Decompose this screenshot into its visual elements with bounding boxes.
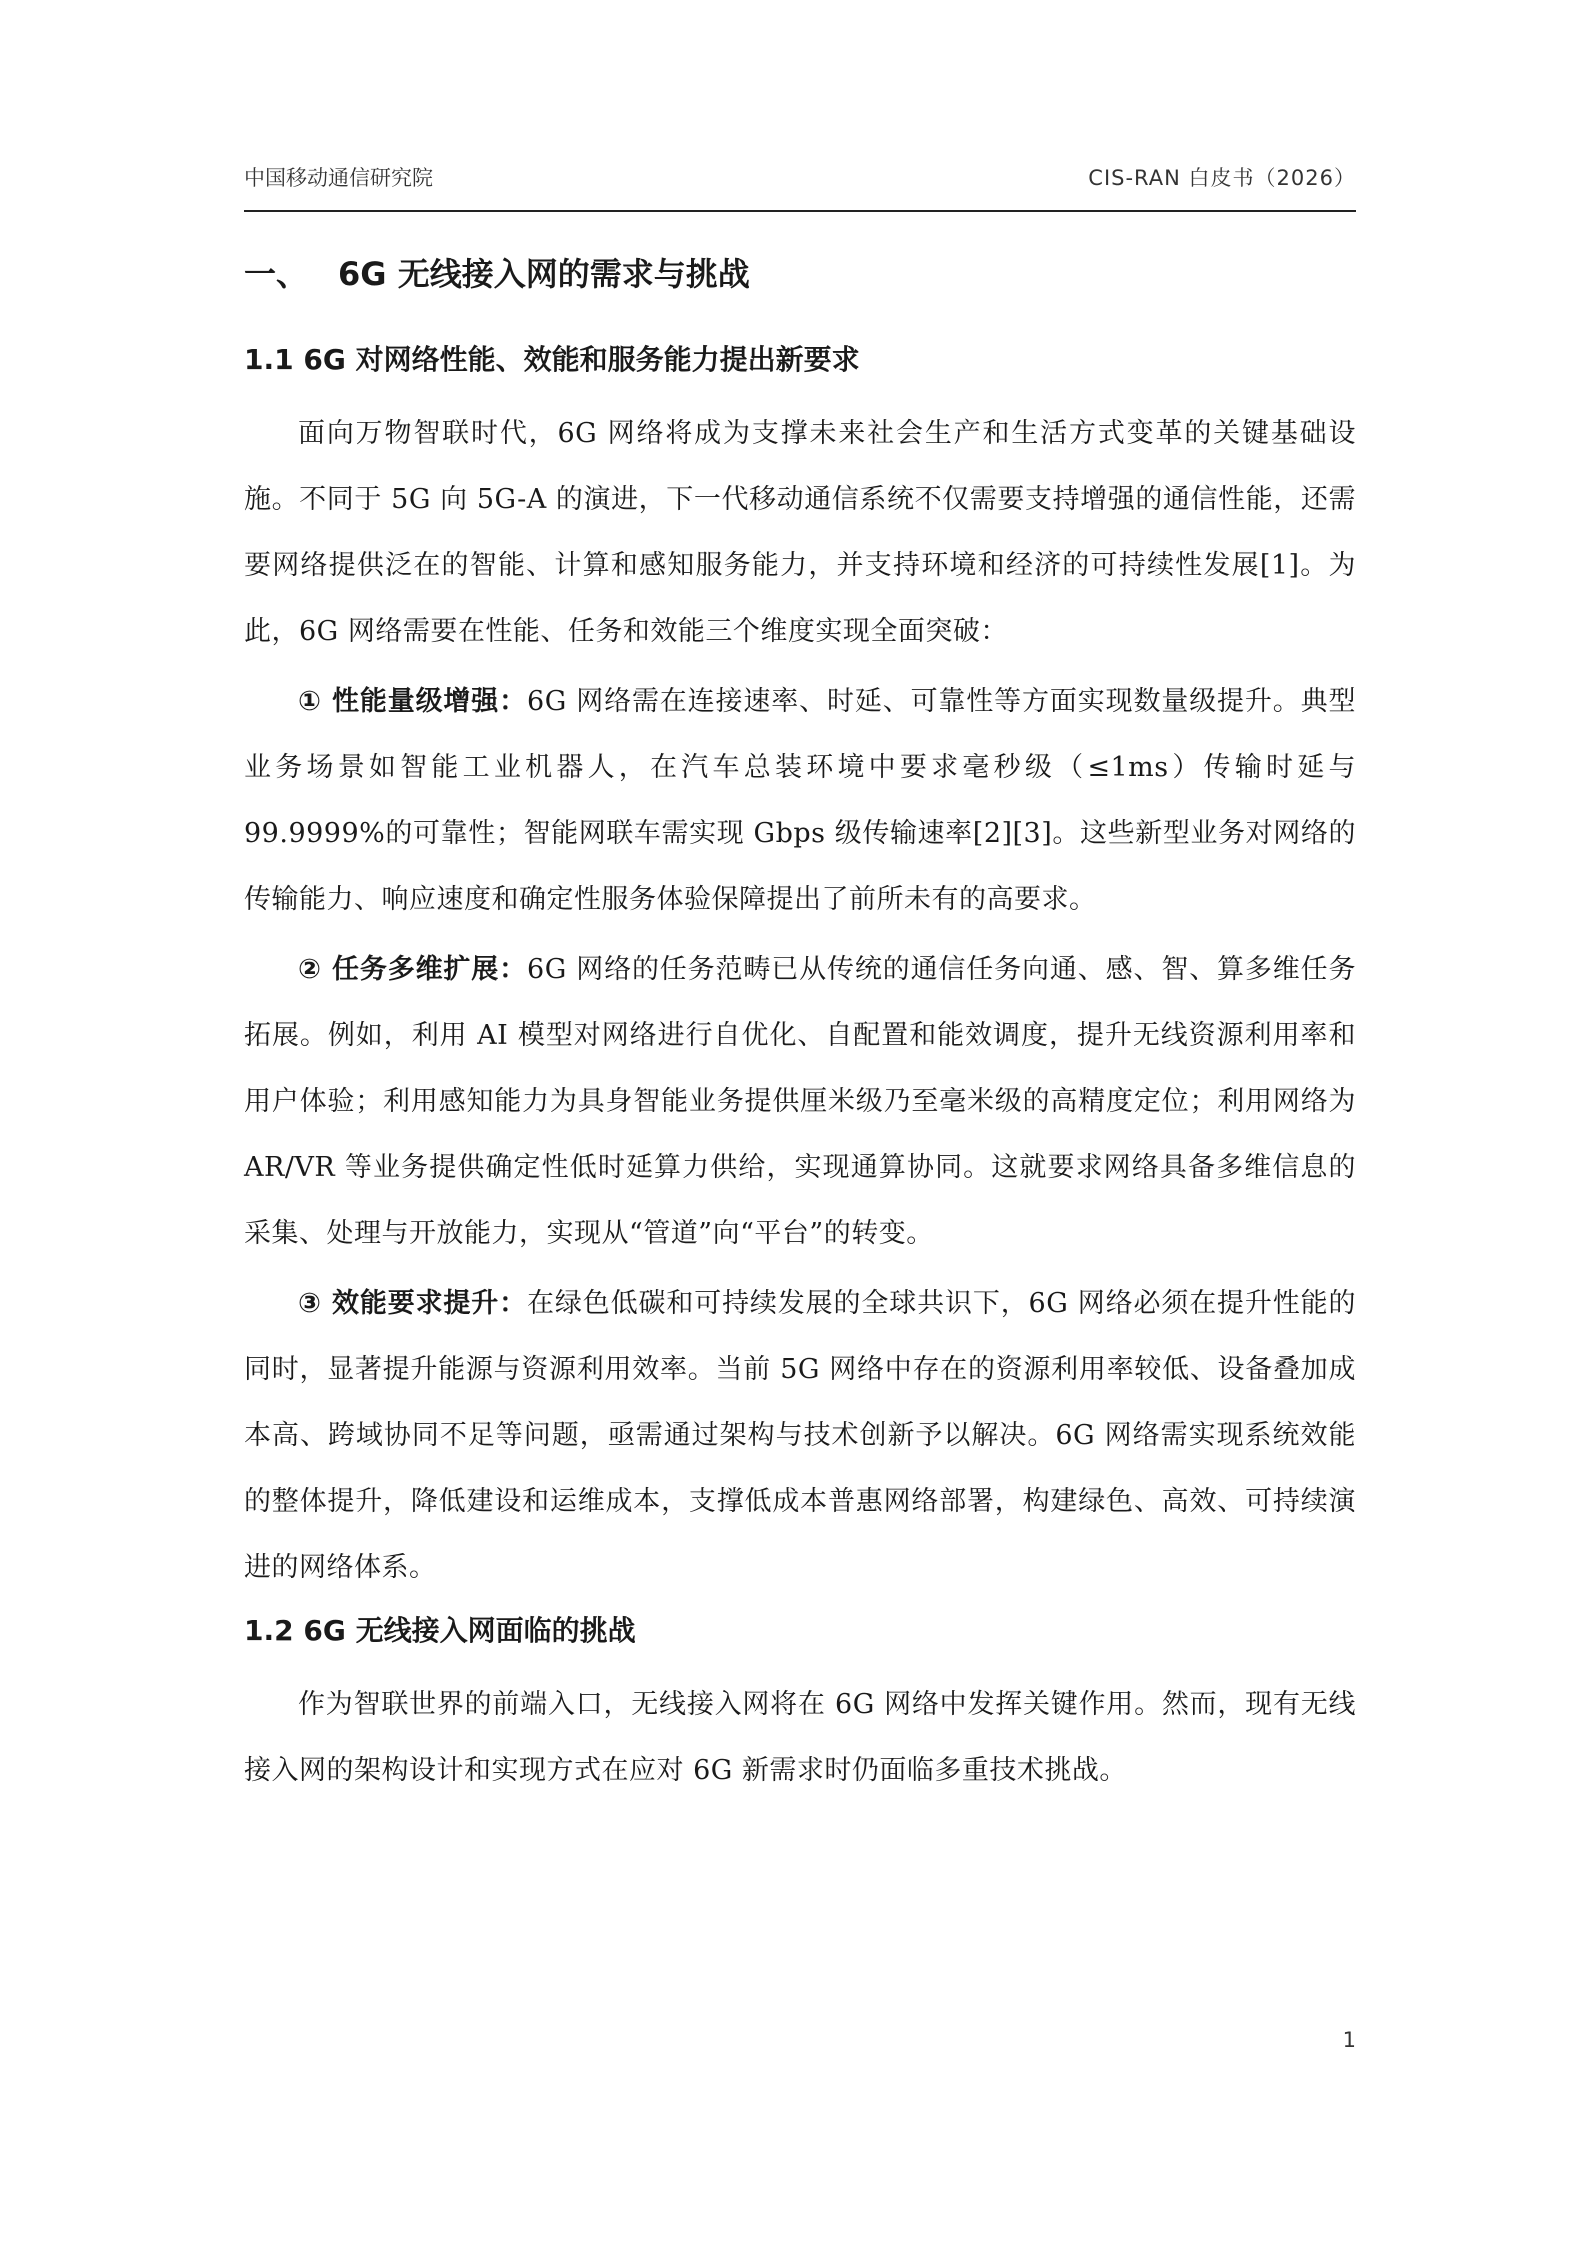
item-label-task: ② 任务多维扩展： [298,953,528,985]
paragraph-task [244,937,1356,1267]
header-doc-title: CIS-RAN 白皮书（2026） [1088,166,1356,190]
page-header [244,158,1356,212]
item-text-efficiency: 在绿色低碳和可持续发展的全球共识下，6G 网络必须在提升性能的同时，显著提升能源与资源利用效率。当前 5G 网络中存在的资源利用率较低、设备叠加成本高、跨域协同不足等问题，亟需通过架构与技术创新予以解决。6G 网络需实现系统效能的整体提升，降低建设和运维成本，支撑低成本普惠网络部署，构建绿色、高效、可持续演进的网络体系。 [244,1287,1357,1583]
section-heading [244,254,1356,296]
header-org: 中国移动通信研究院 [244,166,433,190]
paragraph-performance [244,669,1356,933]
section-title: 6G 无线接入网的需求与挑战 [338,255,750,293]
page-content [244,236,1356,1808]
paragraph-intro: 面向万物智联时代，6G 网络将成为支撑未来社会生产和生活方式变革的关键基础设施。不同于 5G 向 5G-A 的演进，下一代移动通信系统不仅需要支持增强的通信性能，还需要网络提供泛在的智能、计算和感知服务能力，并支持环境和经济的可持续性发展[1]。为此，6G 网络需要在性能、任务和效能三个维度实现全面突破： [244,417,1356,647]
item-label-performance: ① 性能量级增强： [298,685,528,717]
paragraph-challenges-intro: 作为智联世界的前端入口，无线接入网将在 6G 网络中发挥关键作用。然而，现有无线接入网的架构设计和实现方式在应对 6G 新需求时仍面临多重技术挑战。 [244,1688,1356,1786]
page-number: 1 [1342,2028,1356,2052]
paragraph-efficiency [244,1271,1356,1601]
subsection-heading-1-1: 1.1 6G 对网络性能、效能和服务能力提出新要求 [244,342,860,376]
section-number: 一、 [244,255,309,293]
item-label-efficiency: ③ 效能要求提升： [298,1287,528,1319]
item-text-performance: 6G 网络需在连接速率、时延、可靠性等方面实现数量级提升。典型业务场景如智能工业机器人，在汽车总装环境中要求毫秒级（≤1ms）传输时延与 99.9999%的可靠性；智能网联车需实现 Gbps 级传输速率[2][3]。这些新型业务对网络的传输能力、响应速度和确定性服务体验保障提出了前所未有的高要求。 [244,685,1357,915]
subsection-heading-1-2: 1.2 6G 无线接入网面临的挑战 [244,1613,636,1647]
item-text-task: 6G 网络的任务范畴已从传统的通信任务向通、感、智、算多维任务拓展。例如，利用 AI 模型对网络进行自优化、自配置和能效调度，提升无线资源利用率和用户体验；利用感知能力为具身智能业务提供厘米级乃至毫米级的高精度定位；利用网络为 AR/VR 等业务提供确定性低时延算力供给，实现通算协同。这就要求网络具备多维信息的采集、处理与开放能力，实现从“管道”向“平台”的转变。 [244,953,1357,1249]
